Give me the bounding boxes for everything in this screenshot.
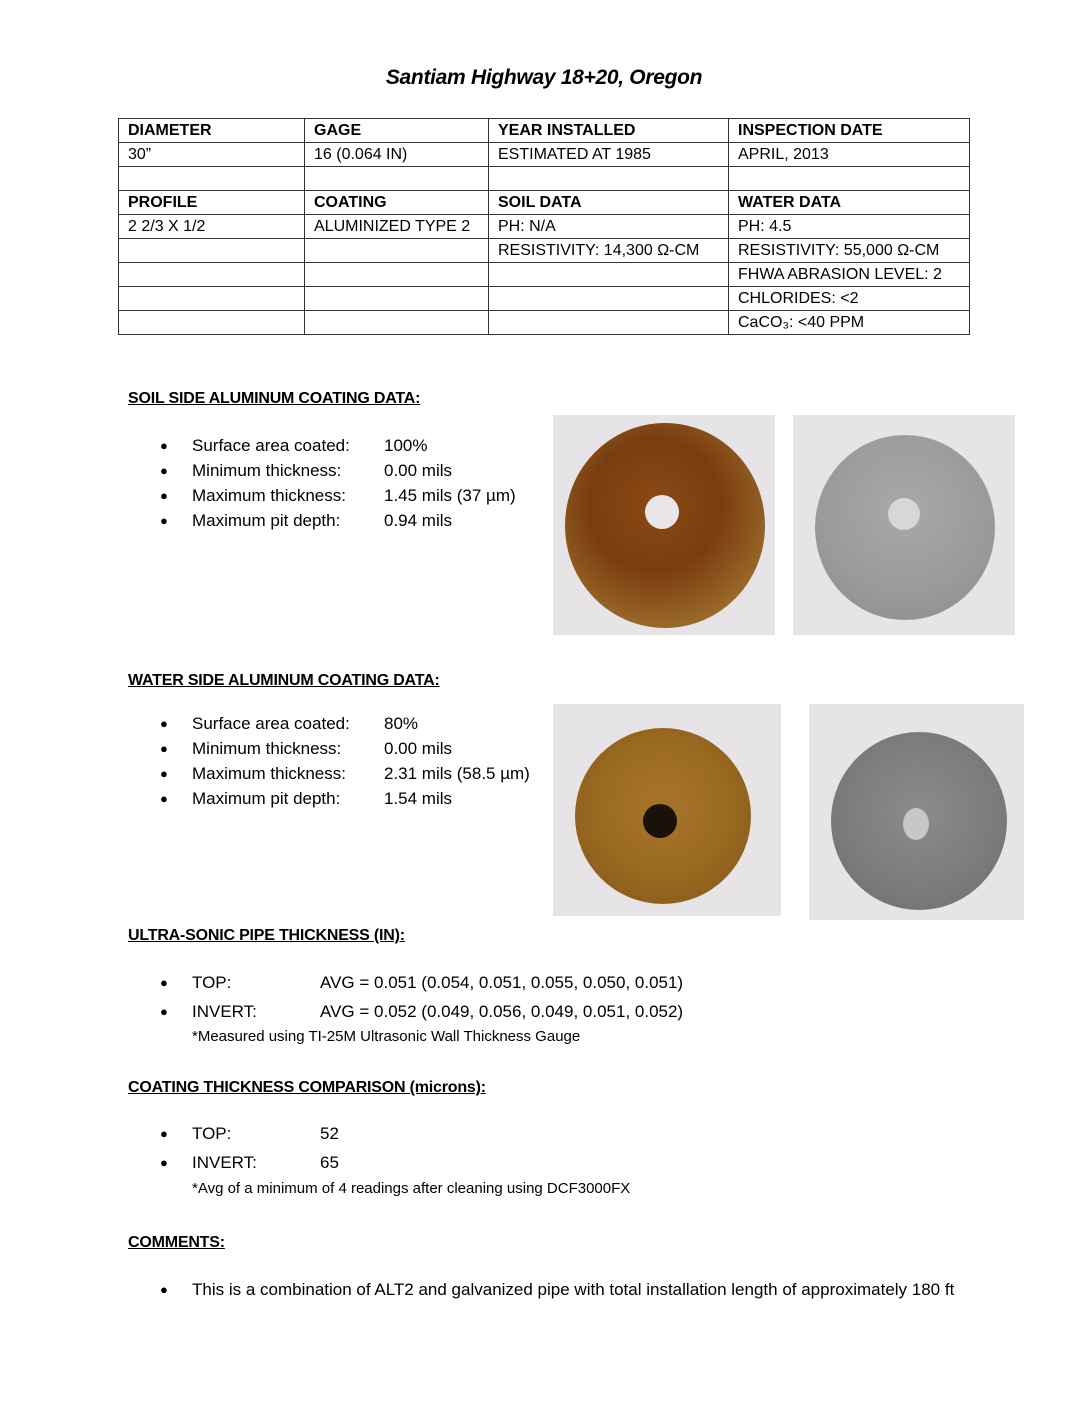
table-cell: PH: N/A bbox=[489, 215, 729, 239]
bullet-icon: ● bbox=[160, 741, 168, 756]
table-cell bbox=[305, 263, 489, 287]
table-cell: FHWA ABRASION LEVEL: 2 bbox=[729, 263, 970, 287]
coating-comparison-note: *Avg of a minimum of 4 readings after cleaning using DCF3000FX bbox=[192, 1180, 631, 1197]
table-cell bbox=[489, 167, 729, 191]
table-cell bbox=[305, 311, 489, 335]
item-label: INVERT: bbox=[192, 1153, 257, 1172]
table-cell: CaCO₃: <40 PPM bbox=[729, 311, 970, 335]
table-row bbox=[119, 239, 970, 263]
table-cell bbox=[305, 239, 489, 263]
comments-heading: COMMENTS: bbox=[128, 1234, 225, 1251]
table-cell bbox=[305, 287, 489, 311]
table-row bbox=[119, 119, 970, 143]
ultrasonic-heading: ULTRA-SONIC PIPE THICKNESS (IN): bbox=[128, 927, 405, 944]
table-row bbox=[119, 311, 970, 335]
table-cell: 2 2/3 X 1/2 bbox=[119, 215, 305, 239]
bullet-icon: ● bbox=[160, 1282, 168, 1297]
table-cell: CHLORIDES: <2 bbox=[729, 287, 970, 311]
item-value: 65 bbox=[320, 1153, 339, 1172]
item-label: TOP: bbox=[192, 1124, 232, 1143]
bullet-icon: ● bbox=[160, 438, 168, 453]
table-row bbox=[119, 263, 970, 287]
bullet-icon: ● bbox=[160, 1155, 168, 1170]
table-cell: INSPECTION DATE bbox=[729, 119, 970, 143]
coupon-hole bbox=[888, 498, 920, 530]
item-value: 52 bbox=[320, 1124, 339, 1143]
table-cell: GAGE bbox=[305, 119, 489, 143]
page-title: Santiam Highway 18+20, Oregon bbox=[385, 66, 703, 89]
table-row bbox=[119, 215, 970, 239]
item-value: 0.00 mils bbox=[384, 739, 453, 758]
coating-comparison-heading: COATING THICKNESS COMPARISON (microns): bbox=[128, 1079, 486, 1096]
item-label: Maximum thickness: bbox=[192, 764, 346, 783]
item-value: AVG = 0.052 (0.049, 0.056, 0.049, 0.051, 0.052) bbox=[320, 1002, 684, 1021]
table-row bbox=[119, 191, 970, 215]
water-side-rusted-coupon-photo bbox=[553, 704, 781, 916]
table-row bbox=[119, 287, 970, 311]
table-cell bbox=[729, 167, 970, 191]
water-side-cleaned-coupon-photo bbox=[809, 704, 1024, 920]
table-cell: SOIL DATA bbox=[489, 191, 729, 215]
item-value: 1.45 mils (37 µm) bbox=[384, 486, 516, 505]
bullet-icon: ● bbox=[160, 716, 168, 731]
table-row bbox=[119, 143, 970, 167]
table-cell: COATING bbox=[305, 191, 489, 215]
table-cell bbox=[119, 311, 305, 335]
ultrasonic-note: *Measured using TI-25M Ultrasonic Wall Thickness Gauge bbox=[192, 1028, 581, 1045]
bullet-icon: ● bbox=[160, 1004, 168, 1019]
table-cell: YEAR INSTALLED bbox=[489, 119, 729, 143]
item-value: 80% bbox=[384, 714, 419, 733]
item-value: 0.00 mils bbox=[384, 461, 453, 480]
table-cell: PH: 4.5 bbox=[729, 215, 970, 239]
soil-side-rusted-coupon-photo bbox=[553, 415, 775, 635]
table-cell bbox=[119, 239, 305, 263]
table-cell bbox=[119, 263, 305, 287]
table-cell: RESISTIVITY: 55,000 Ω-CM bbox=[729, 239, 970, 263]
bullet-icon: ● bbox=[160, 513, 168, 528]
table-cell bbox=[119, 167, 305, 191]
item-label: Surface area coated: bbox=[192, 436, 350, 455]
table-cell bbox=[119, 287, 305, 311]
item-label: TOP: bbox=[192, 973, 232, 992]
coupon-hole bbox=[903, 808, 929, 840]
comment-text: This is a combination of ALT2 and galvanized pipe with total installation length of approximately 180 ft bbox=[192, 1280, 955, 1299]
pipe-info-table bbox=[118, 118, 970, 335]
soil-side-heading: SOIL SIDE ALUMINUM COATING DATA: bbox=[128, 390, 421, 407]
bullet-icon: ● bbox=[160, 791, 168, 806]
bullet-icon: ● bbox=[160, 766, 168, 781]
item-value: 2.31 mils (58.5 µm) bbox=[384, 764, 530, 783]
table-cell: PROFILE bbox=[119, 191, 305, 215]
table-cell bbox=[489, 263, 729, 287]
item-label: INVERT: bbox=[192, 1002, 257, 1021]
bullet-icon: ● bbox=[160, 488, 168, 503]
table-cell: 16 (0.064 IN) bbox=[305, 143, 489, 167]
table-cell: ESTIMATED AT 1985 bbox=[489, 143, 729, 167]
table-cell bbox=[489, 287, 729, 311]
item-label: Maximum pit depth: bbox=[192, 789, 341, 808]
item-label: Maximum pit depth: bbox=[192, 511, 341, 530]
table-row bbox=[119, 167, 970, 191]
item-value: AVG = 0.051 (0.054, 0.051, 0.055, 0.050, 0.051) bbox=[320, 973, 684, 992]
bullet-icon: ● bbox=[160, 463, 168, 478]
item-value: 1.54 mils bbox=[384, 789, 453, 808]
table-cell: DIAMETER bbox=[119, 119, 305, 143]
coupon-hole bbox=[643, 804, 677, 838]
coupon-hole bbox=[645, 495, 679, 529]
table-cell: 30” bbox=[119, 143, 305, 167]
item-value: 0.94 mils bbox=[384, 511, 453, 530]
table-cell: WATER DATA bbox=[729, 191, 970, 215]
item-label: Minimum thickness: bbox=[192, 461, 342, 480]
bullet-icon: ● bbox=[160, 1126, 168, 1141]
item-label: Surface area coated: bbox=[192, 714, 350, 733]
water-side-heading: WATER SIDE ALUMINUM COATING DATA: bbox=[128, 672, 440, 689]
table-cell: RESISTIVITY: 14,300 Ω-CM bbox=[489, 239, 729, 263]
bullet-icon: ● bbox=[160, 975, 168, 990]
table-cell bbox=[305, 167, 489, 191]
soil-side-cleaned-coupon-photo bbox=[793, 415, 1015, 635]
table-cell bbox=[489, 311, 729, 335]
item-label: Minimum thickness: bbox=[192, 739, 342, 758]
table-cell: APRIL, 2013 bbox=[729, 143, 970, 167]
item-value: 100% bbox=[384, 436, 428, 455]
item-label: Maximum thickness: bbox=[192, 486, 346, 505]
table-cell: ALUMINIZED TYPE 2 bbox=[305, 215, 489, 239]
